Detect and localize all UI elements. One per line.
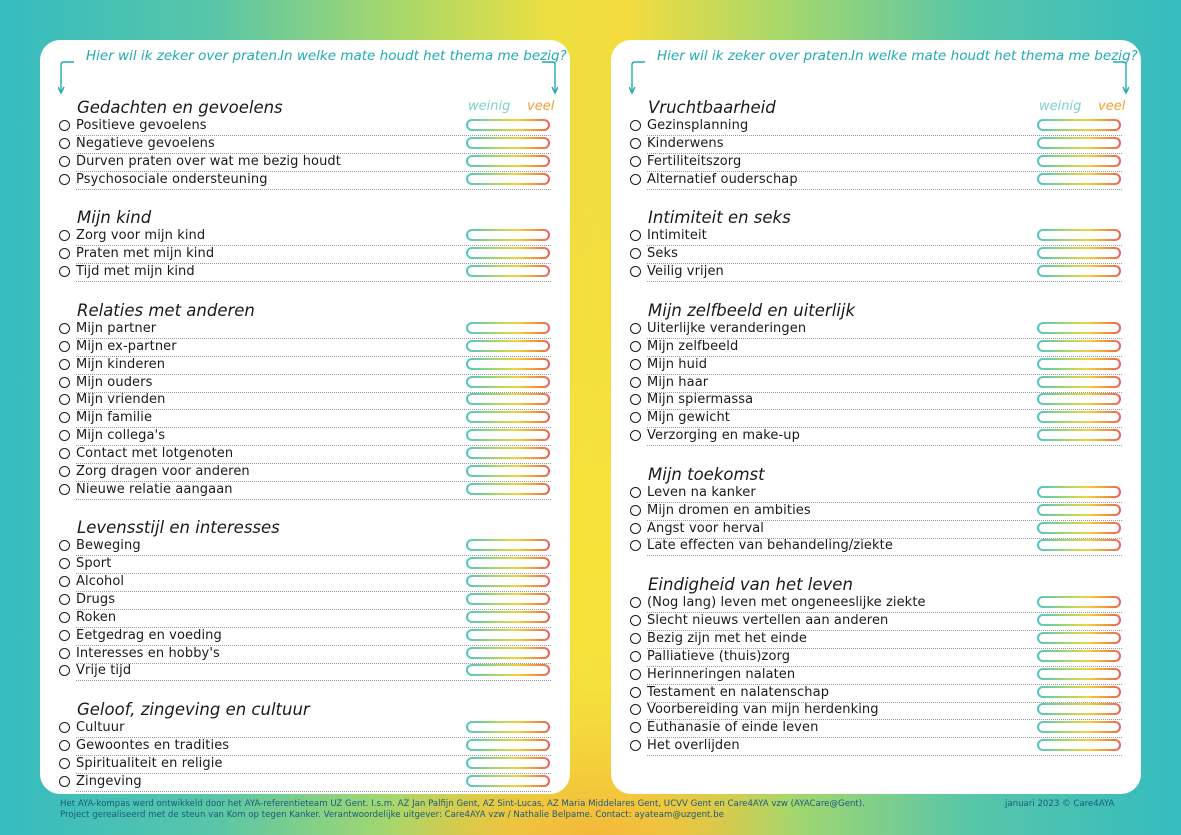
topic-label: Mijn familie (76, 410, 153, 426)
topic-item (59, 646, 551, 664)
topic-label: Angst voor herval (647, 520, 765, 536)
topic-label: Durven praten over wat me bezig houdt (76, 153, 341, 169)
intensity-scale-bar[interactable] (1037, 486, 1121, 498)
topic-label: Praten met mijn kind (76, 246, 215, 262)
topic-item (630, 339, 1122, 357)
topic-label: Vrije tijd (76, 663, 132, 679)
checkbox-circle[interactable] (630, 138, 641, 149)
intensity-scale-bar[interactable] (466, 358, 550, 370)
want-to-talk-heading: Hier wil ik zeker over praten. (657, 48, 853, 64)
intensity-scale-bar[interactable] (466, 229, 550, 241)
topic-item (630, 685, 1122, 703)
checkbox-circle[interactable] (59, 323, 70, 334)
topic-label: (Nog lang) leven met ongeneeslijke ziekte (647, 595, 926, 611)
checkbox-circle[interactable] (59, 758, 70, 769)
checkbox-circle[interactable] (630, 230, 641, 241)
topic-item (630, 246, 1122, 264)
right-header (611, 46, 1141, 92)
intensity-scale-bar[interactable] (466, 119, 550, 131)
topic-item (59, 410, 551, 428)
topic-label: Verzorging en make-up (647, 428, 800, 444)
checkbox-circle[interactable] (59, 341, 70, 352)
topic-item (59, 774, 551, 792)
checkbox-circle[interactable] (59, 740, 70, 751)
topic-label: Mijn spiermassa (647, 392, 754, 408)
footer-date: januari 2023 © Care4AYA (1005, 799, 1115, 809)
intensity-scale-bar[interactable] (1037, 155, 1121, 167)
down-arrow-icon (629, 60, 647, 96)
topic-label: Nieuwe relatie aangaan (76, 481, 233, 497)
topic-item (59, 357, 551, 375)
section-title: Relaties met anderen (77, 300, 255, 320)
intensity-scale-bar[interactable] (1037, 393, 1121, 405)
topic-item (630, 613, 1122, 631)
topic-item (59, 446, 551, 464)
dotted-divider (647, 555, 1122, 556)
topic-item (630, 702, 1122, 720)
topic-label: Euthanasie of einde leven (647, 720, 819, 736)
topic-item (59, 482, 551, 500)
topic-item (630, 720, 1122, 738)
intensity-scale-bar[interactable] (466, 322, 550, 334)
section-title: Levensstijl en interesses (77, 518, 280, 538)
down-arrow-icon (540, 60, 558, 96)
topic-item (630, 595, 1122, 613)
section-title: Eindigheid van het leven (648, 575, 853, 595)
topic-item (59, 628, 551, 646)
intensity-scale-bar[interactable] (466, 447, 550, 459)
checkbox-circle[interactable] (59, 174, 70, 185)
intensity-scale-bar[interactable] (1037, 229, 1121, 241)
topic-label: Mijn huid (647, 356, 708, 372)
topic-label: Mijn kinderen (76, 356, 166, 372)
right-page (611, 40, 1141, 794)
how-much-heading: In welke mate houdt het thema me bezig? (851, 48, 1138, 64)
how-much-heading: In welke mate houdt het thema me bezig? (280, 48, 567, 64)
topic-item (630, 357, 1122, 375)
intensity-scale-bar[interactable] (466, 721, 550, 733)
topic-item (59, 428, 551, 446)
intensity-scale-bar[interactable] (1037, 137, 1121, 149)
topic-label: Psychosociale ondersteuning (76, 171, 268, 187)
intensity-scale-bar[interactable] (466, 483, 550, 495)
down-arrow-icon (1111, 60, 1129, 96)
checkbox-circle[interactable] (59, 630, 70, 641)
topic-item (59, 538, 551, 556)
topic-label: Negatieve gevoelens (76, 135, 215, 151)
topic-item (630, 136, 1122, 154)
intensity-scale-bar[interactable] (466, 247, 550, 259)
intensity-scale-bar[interactable] (466, 593, 550, 605)
topic-item (59, 118, 551, 136)
intensity-scale-bar[interactable] (1037, 739, 1121, 751)
topic-item (630, 228, 1122, 246)
section-title: Mijn kind (77, 208, 152, 228)
checkbox-circle[interactable] (59, 377, 70, 388)
topic-label: Zingeving (76, 773, 142, 789)
topic-item (630, 154, 1122, 172)
checkbox-circle[interactable] (630, 687, 641, 698)
topic-label: Testament en nalatenschap (647, 684, 830, 700)
topic-item (630, 485, 1122, 503)
topic-label: Voorbereiding van mijn herdenking (647, 702, 879, 718)
footer-line-2: Project gerealiseerd met de steun van Kom op tegen Kanker. Verantwoordelijke uitgever: Care4AYA vzw / Nathalie Belpame. Contact: ayateam@uzgent.be (60, 810, 724, 820)
topic-label: Intimiteit (647, 228, 707, 244)
topic-label: Seks (647, 246, 678, 262)
footer-line-1: Het AYA-kompas werd ontwikkeld door het AYA-referentieteam UZ Gent. I.s.m. AZ Jan Palfijn Gent, AZ Sint-Lucas, AZ Maria Middelares Gent, UCVV Gent en Care4AYA vzw (AYACare@Gent). (60, 799, 865, 809)
topic-label: Gewoontes en tradities (76, 738, 230, 754)
topic-item (630, 667, 1122, 685)
intensity-scale-bar[interactable] (466, 376, 550, 388)
topic-item (59, 663, 551, 681)
topic-label: Slecht nieuws vertellen aan anderen (647, 613, 889, 629)
scale-high-label: veel (527, 99, 555, 114)
intensity-scale-bar[interactable] (1037, 668, 1121, 680)
topic-item (59, 264, 551, 282)
topic-item (59, 610, 551, 628)
topic-label: Drugs (76, 592, 116, 607)
left-page (40, 40, 570, 794)
topic-label: Zorg voor mijn kind (76, 228, 206, 244)
topic-item (59, 375, 551, 393)
topic-label: Uiterlijke veranderingen (647, 320, 807, 336)
topic-item (630, 118, 1122, 136)
checkbox-circle[interactable] (630, 120, 641, 131)
intensity-scale-bar[interactable] (466, 575, 550, 587)
checkbox-circle[interactable] (630, 377, 641, 388)
topic-item (59, 756, 551, 774)
topic-item (59, 339, 551, 357)
topic-label: Kinderwens (647, 135, 724, 151)
checkbox-circle[interactable] (630, 266, 641, 277)
intensity-scale-bar[interactable] (466, 647, 550, 659)
topic-item (630, 631, 1122, 649)
checkbox-circle[interactable] (59, 665, 70, 676)
checkbox-circle[interactable] (59, 230, 70, 241)
intensity-scale-bar[interactable] (1037, 596, 1121, 608)
checkbox-circle[interactable] (59, 648, 70, 659)
intensity-scale-bar[interactable] (1037, 539, 1121, 551)
intensity-scale-bar[interactable] (466, 429, 550, 441)
topic-label: Alternatief ouderschap (647, 171, 798, 187)
topic-item (630, 738, 1122, 756)
topic-label: Veilig vrijen (647, 264, 724, 280)
checkbox-circle[interactable] (630, 156, 641, 167)
intensity-scale-bar[interactable] (1037, 614, 1121, 626)
topic-item (59, 154, 551, 172)
topic-label: Alcohol (76, 574, 125, 590)
intensity-scale-bar[interactable] (1037, 265, 1121, 277)
topic-label: Mijn ouders (76, 374, 153, 390)
intensity-scale-bar[interactable] (466, 137, 550, 149)
checkbox-circle[interactable] (59, 484, 70, 495)
checkbox-circle[interactable] (59, 722, 70, 733)
topic-label: Mijn haar (647, 374, 709, 390)
topic-item (630, 521, 1122, 539)
checkbox-circle[interactable] (630, 597, 641, 608)
checkbox-circle[interactable] (59, 120, 70, 131)
checkbox-circle[interactable] (630, 615, 641, 626)
dotted-divider (76, 281, 551, 282)
checkbox-circle[interactable] (630, 359, 641, 370)
checkbox-circle[interactable] (59, 466, 70, 477)
topic-item (630, 503, 1122, 521)
checkbox-circle[interactable] (630, 740, 641, 751)
section-title: Vruchtbaarheid (648, 98, 776, 117)
checkbox-circle[interactable] (59, 594, 70, 605)
intensity-scale-bar[interactable] (1037, 358, 1121, 370)
topic-label: Roken (76, 609, 117, 625)
topic-label: Mijn collega's (76, 428, 166, 444)
topic-label: Mijn gewicht (647, 410, 730, 426)
intensity-scale-bar[interactable] (1037, 632, 1121, 644)
topic-label: Sport (76, 556, 112, 572)
checkbox-circle[interactable] (630, 341, 641, 352)
section-title: Gedachten en gevoelens (77, 98, 283, 117)
topic-label: Late effecten van behandeling/ziekte (647, 538, 893, 554)
checkbox-circle[interactable] (59, 412, 70, 423)
intensity-scale-bar[interactable] (1037, 411, 1121, 423)
topic-label: Mijn vrienden (76, 392, 166, 408)
intensity-scale-bar[interactable] (466, 539, 550, 551)
topic-item (59, 246, 551, 264)
intensity-scale-bar[interactable] (1037, 504, 1121, 516)
want-to-talk-heading: Hier wil ik zeker over praten. (86, 48, 282, 64)
checkbox-circle[interactable] (630, 412, 641, 423)
checkbox-circle[interactable] (630, 704, 641, 715)
checkbox-circle[interactable] (630, 248, 641, 259)
topic-item (59, 321, 551, 339)
checkbox-circle[interactable] (59, 776, 70, 787)
checkbox-circle[interactable] (59, 540, 70, 551)
topic-label: Mijn ex-partner (76, 338, 177, 354)
intensity-scale-bar[interactable] (466, 775, 550, 787)
topic-label: Fertiliteitszorg (647, 153, 742, 169)
checkbox-circle[interactable] (630, 430, 641, 441)
topic-label: Leven na kanker (647, 484, 756, 500)
intensity-scale-bar[interactable] (466, 411, 550, 423)
dotted-divider (76, 189, 551, 190)
intensity-scale-bar[interactable] (1037, 429, 1121, 441)
checkbox-circle[interactable] (59, 248, 70, 259)
left-header (40, 46, 570, 92)
intensity-scale-bar[interactable] (466, 340, 550, 352)
section-title: Geloof, zingeving en cultuur (77, 700, 310, 720)
intensity-scale-bar[interactable] (466, 629, 550, 641)
dotted-divider (647, 445, 1122, 446)
topic-item (59, 464, 551, 482)
dotted-divider (647, 281, 1122, 282)
topic-label: Gezinsplanning (647, 118, 749, 133)
topic-item (630, 264, 1122, 282)
checkbox-circle[interactable] (630, 722, 641, 733)
checkbox-circle[interactable] (59, 359, 70, 370)
checkbox-circle[interactable] (630, 323, 641, 334)
checkbox-circle[interactable] (630, 651, 641, 662)
intensity-scale-bar[interactable] (466, 757, 550, 769)
topic-label: Spiritualiteit en religie (76, 755, 223, 771)
topic-label: Palliatieve (thuis)zorg (647, 648, 791, 664)
intensity-scale-bar[interactable] (466, 393, 550, 405)
topic-label: Herinneringen nalaten (647, 666, 796, 682)
intensity-scale-bar[interactable] (1037, 376, 1121, 388)
topic-label: Bezig zijn met het einde (647, 631, 808, 646)
checkbox-circle[interactable] (59, 612, 70, 623)
section-title: Mijn zelfbeeld en uiterlijk (648, 300, 855, 320)
topic-item (630, 172, 1122, 190)
checkbox-circle[interactable] (59, 138, 70, 149)
dotted-divider (76, 499, 551, 500)
checkbox-circle[interactable] (630, 540, 641, 551)
checkbox-circle[interactable] (630, 174, 641, 185)
topic-item (59, 172, 551, 190)
checkbox-circle[interactable] (630, 523, 641, 534)
scale-low-label: weinig (1039, 99, 1082, 114)
intensity-scale-bar[interactable] (1037, 703, 1121, 715)
scale-high-label: veel (1098, 99, 1126, 114)
intensity-scale-bar[interactable] (466, 265, 550, 277)
topic-item (630, 392, 1122, 410)
checkbox-circle[interactable] (59, 394, 70, 405)
topic-label: Zorg dragen voor anderen (76, 463, 250, 479)
intensity-scale-bar[interactable] (1037, 322, 1121, 334)
intensity-scale-bar[interactable] (466, 664, 550, 676)
intensity-scale-bar[interactable] (466, 611, 550, 623)
topic-item (59, 392, 551, 410)
intensity-scale-bar[interactable] (466, 739, 550, 751)
intensity-scale-bar[interactable] (1037, 686, 1121, 698)
down-arrow-icon (58, 60, 76, 96)
checkbox-circle[interactable] (59, 156, 70, 167)
dotted-divider (76, 680, 551, 681)
checkbox-circle[interactable] (630, 487, 641, 498)
topic-label: Eetgedrag en voeding (76, 627, 222, 643)
intensity-scale-bar[interactable] (1037, 650, 1121, 662)
intensity-scale-bar[interactable] (466, 557, 550, 569)
dotted-divider (647, 189, 1122, 190)
intensity-scale-bar[interactable] (1037, 173, 1121, 185)
section-title: Intimiteit en seks (648, 208, 791, 228)
topic-item (59, 556, 551, 574)
dotted-divider (76, 791, 551, 792)
intensity-scale-bar[interactable] (1037, 247, 1121, 259)
topic-item (59, 738, 551, 756)
topic-item (59, 592, 551, 610)
intensity-scale-bar[interactable] (466, 465, 550, 477)
topic-item (630, 538, 1122, 556)
checkbox-circle[interactable] (630, 505, 641, 516)
topic-label: Mijn dromen en ambities (647, 502, 811, 518)
topic-item (630, 410, 1122, 428)
scale-low-label: weinig (468, 99, 511, 114)
intensity-scale-bar[interactable] (1037, 721, 1121, 733)
topic-label: Interesses en hobby's (76, 645, 220, 661)
checkbox-circle[interactable] (59, 558, 70, 569)
topic-label: Cultuur (76, 720, 125, 736)
intensity-scale-bar[interactable] (466, 173, 550, 185)
footer-credits (60, 799, 865, 821)
topic-label: Positieve gevoelens (76, 118, 207, 133)
intensity-scale-bar[interactable] (466, 155, 550, 167)
topic-label: Beweging (76, 538, 141, 554)
dotted-divider (647, 755, 1122, 756)
topic-item (630, 321, 1122, 339)
topic-label: Mijn partner (76, 320, 157, 336)
topic-label: Tijd met mijn kind (76, 264, 195, 280)
section-title: Mijn toekomst (648, 464, 765, 484)
checkbox-circle[interactable] (59, 576, 70, 587)
topic-item (59, 136, 551, 154)
checkbox-circle[interactable] (630, 669, 641, 680)
topic-item (630, 649, 1122, 667)
checkbox-circle[interactable] (630, 394, 641, 405)
checkbox-circle[interactable] (630, 633, 641, 644)
topic-label: Mijn zelfbeeld (647, 338, 739, 354)
topic-item (630, 375, 1122, 393)
topic-item (630, 428, 1122, 446)
topic-label: Contact met lotgenoten (76, 445, 234, 461)
intensity-scale-bar[interactable] (1037, 119, 1121, 131)
topic-item (59, 228, 551, 246)
intensity-scale-bar[interactable] (1037, 522, 1121, 534)
checkbox-circle[interactable] (59, 448, 70, 459)
checkbox-circle[interactable] (59, 430, 70, 441)
topic-item (59, 574, 551, 592)
topic-item (59, 720, 551, 738)
intensity-scale-bar[interactable] (1037, 340, 1121, 352)
topic-label: Het overlijden (647, 738, 740, 754)
checkbox-circle[interactable] (59, 266, 70, 277)
